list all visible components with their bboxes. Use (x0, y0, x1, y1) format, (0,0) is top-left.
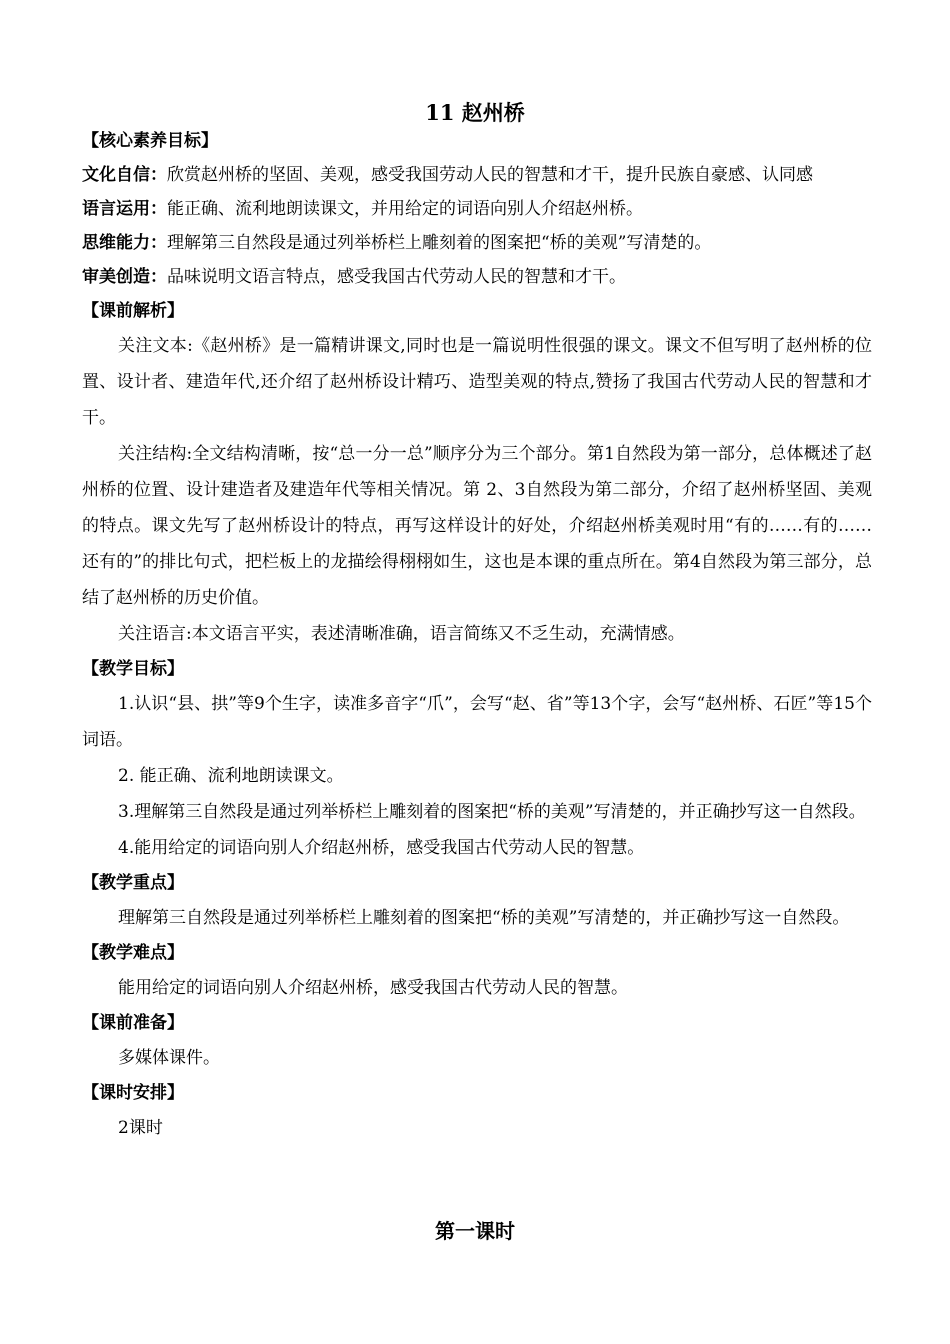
core-goal-label: 文化自信： (82, 165, 167, 185)
section-heading-difficulties: 【教学难点】 (82, 943, 184, 963)
core-goal-text: 欣赏赵州桥的坚固、美观，感受我国劳动人民的智慧和才干，提升民族自豪感、认同感 (167, 165, 813, 185)
pre-analysis-paragraph-language: 关注语言:本文语言平实，表述清晰准确，语言简练又不乏生动，充满情感。 (118, 624, 685, 644)
section-heading-teaching-goals: 【教学目标】 (82, 659, 184, 679)
document-body (82, 124, 872, 1146)
teaching-goal-item: 2. 能正确、流利地朗读课文。 (118, 766, 344, 786)
core-goal-text: 理解第三自然段是通过列举桥栏上雕刻着的图案把“桥的美观”写清楚的。 (167, 233, 712, 253)
core-goal-text: 能正确、流利地朗读课文，并用给定的词语向别人介绍赵州桥。 (167, 199, 643, 219)
core-goal-label: 语言运用： (82, 199, 167, 219)
core-goal-label: 审美创造： (82, 267, 167, 287)
core-goal-text: 品味说明文语言特点，感受我国古代劳动人民的智慧和才干。 (167, 267, 626, 287)
teaching-goal-item: 3.理解第三自然段是通过列举桥栏上雕刻着的图案把“桥的美观”写清楚的，并正确抄写这一自然段。 (118, 802, 866, 822)
section-heading-key-points: 【教学重点】 (82, 873, 184, 893)
teaching-goal-item: 1.认识“县、拱”等9个生字，读准多音字“爪”，会写“赵、省”等13个字，会写“赵州桥、石匠”等15个词语。 (82, 694, 872, 750)
core-goal-language (82, 192, 872, 226)
document-title: 11 赵州桥 (425, 100, 525, 125)
section-heading-schedule: 【课时安排】 (82, 1083, 184, 1103)
section-heading-preparation: 【课前准备】 (82, 1013, 184, 1033)
preparation-text: 多媒体课件。 (118, 1048, 220, 1068)
pre-analysis-paragraph-text: 关注文本:《赵州桥》是一篇精讲课文,同时也是一篇说明性很强的课文。课文不但写明了赵州桥的位置、设计者、建造年代,还介绍了赵州桥设计精巧、造型美观的特点,赞扬了我国古代劳动人民的智慧和才干。 (82, 336, 872, 428)
difficulties-text: 能用给定的词语向别人介绍赵州桥，感受我国古代劳动人民的智慧。 (118, 978, 628, 998)
core-goal-thinking (82, 226, 872, 260)
section-heading-pre-analysis: 【课前解析】 (82, 301, 184, 321)
key-points-text: 理解第三自然段是通过列举桥栏上雕刻着的图案把“桥的美观”写清楚的，并正确抄写这一自然段。 (118, 908, 850, 928)
lesson-title: 第一课时 (435, 1219, 515, 1243)
core-goal-label: 思维能力： (82, 233, 167, 253)
core-goal-aesthetic (82, 260, 872, 294)
teaching-goal-item: 4.能用给定的词语向别人介绍赵州桥，感受我国古代劳动人民的智慧。 (118, 838, 645, 858)
schedule-text: 2课时 (118, 1118, 163, 1138)
pre-analysis-paragraph-structure: 关注结构:全文结构清晰，按“总一分一总”顺序分为三个部分。第1自然段为第一部分，总体概述了赵州桥的位置、设计建造者及建造年代等相关情况。第 2、3自然段为第二部分，介绍了赵州桥坚固、美观的特点。课文先写了赵州桥设计的特点，再写这样设计的好处，介绍赵州桥美观时用“有的……有的……还有的”的排比句式，把栏板上的龙描绘得栩栩如生，这也是本课的重点所在。第4自然段为第三部分，总结了赵州桥的历史价值。 (82, 444, 872, 608)
core-goal-culture (82, 158, 872, 192)
section-heading-core-goals: 【核心素养目标】 (82, 131, 218, 151)
